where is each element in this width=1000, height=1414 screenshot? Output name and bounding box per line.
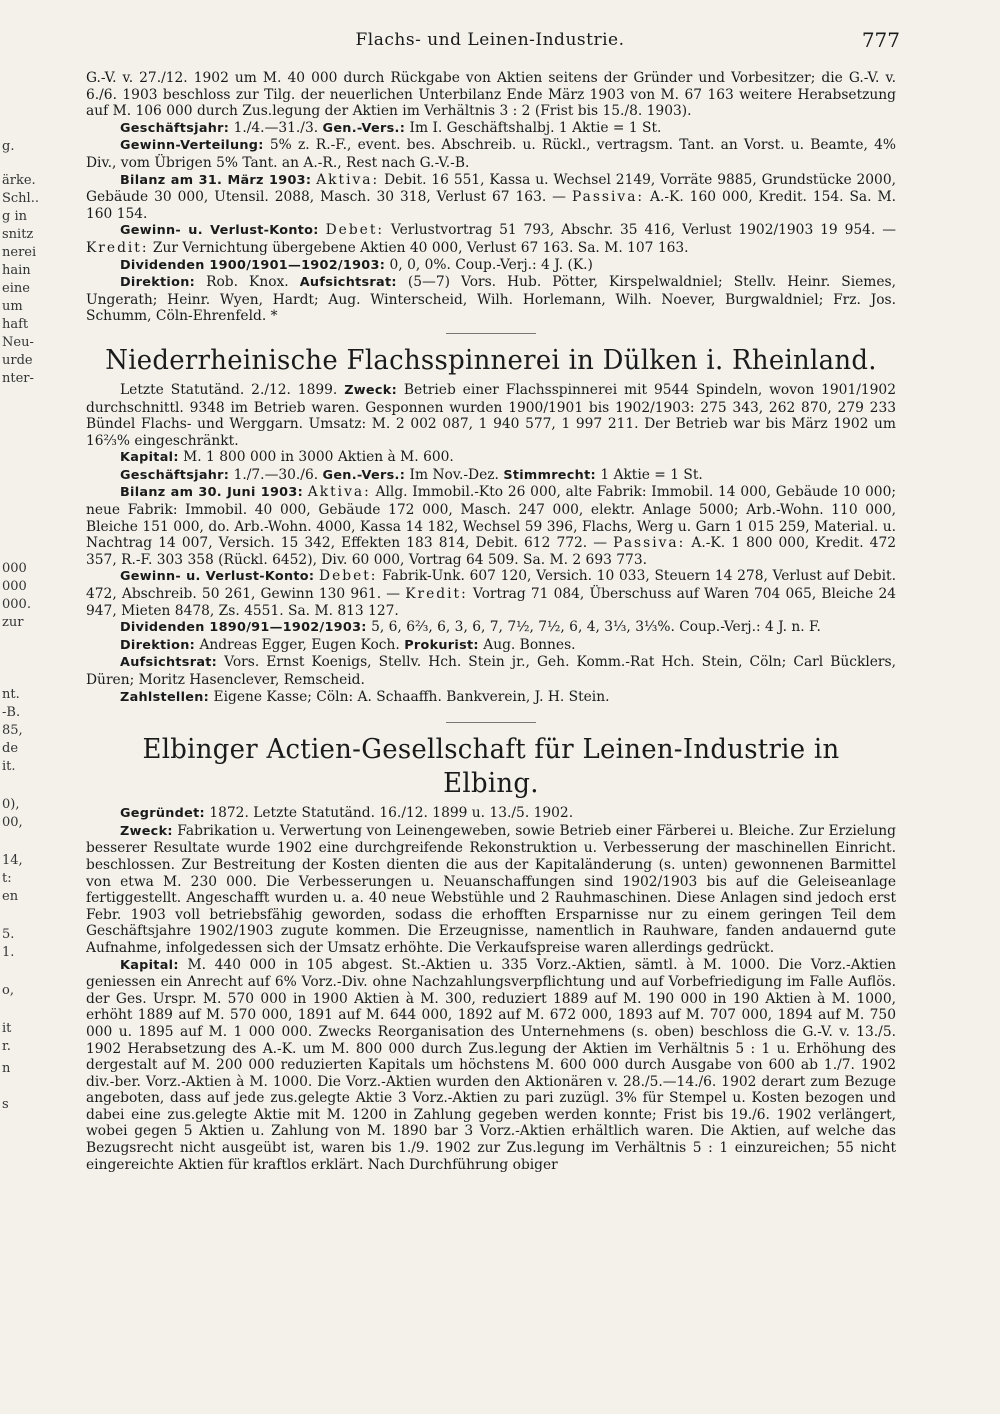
management-text: Andreas Egger, Eugen Koch. xyxy=(199,636,400,653)
capital-paragraph xyxy=(86,449,896,467)
margin-fragment: Schl.. xyxy=(2,191,39,206)
dividends-text: 5, 6, 6⅔, 6, 3, 6, 7, 7½, 7½, 6, 4, 3⅓, 3⅓%. Coup.-Verj.: 4 J. n. F. xyxy=(371,619,821,636)
fiscal-year-label: Geschäftsjahr: xyxy=(120,467,230,483)
margin-fragment: zur xyxy=(2,615,24,630)
statute-change-text: Letzte Statutänd. 2./12. 1899. xyxy=(120,381,338,398)
fiscal-year-label: Geschäftsjahr: xyxy=(120,120,230,136)
supervisory-board-text: (5—7) Vors. Hub. Pötter, Kirspelwaldniel; Stellv. Heinr. Siemes, Ungerath; Heinr. Wyen, Hardt; Aug. Winterscheid, Wilh. Horlemann, Wilh. Noever, Burgwaldniel; Frz. Jos. Schumm, Cöln-Ehrenfeld. * xyxy=(86,274,896,325)
company-title: Elbinger Actien-Gesellschaft für Leinen-Industrie in Elbing. xyxy=(142,734,840,800)
margin-fragment: 1. xyxy=(2,945,15,960)
founded-paragraph xyxy=(86,805,896,823)
dividends-label: Dividenden 1900/1901—1902/1903: xyxy=(120,257,386,273)
margin-fragment: nerei xyxy=(2,245,37,260)
purpose-paragraph xyxy=(86,823,896,957)
balance-sheet-paragraph xyxy=(86,172,896,223)
margin-fragment: 00, xyxy=(2,815,23,830)
profit-distribution-text: 5% z. R.-F., event. bes. Abschreib. u. Rückl., vertragsm. Tant. an Vorst. u. Beamte, 4% Div., vom Übrigen 5% Tant. an A.-R., Rest nach G.-V.-B. xyxy=(86,137,896,171)
margin-fragment: o, xyxy=(2,983,14,998)
founded-label: Gegründet: xyxy=(120,806,205,822)
profit-distribution-paragraph xyxy=(86,137,896,171)
margin-fragment: g in xyxy=(2,209,27,224)
paying-agents-text: Eigene Kasse; Cöln: A. Schaaffh. Bankverein, J. H. Stein. xyxy=(213,688,610,705)
supervisory-board-paragraph xyxy=(86,654,896,688)
margin-fragment: it. xyxy=(2,759,16,774)
capital-label: Kapital: xyxy=(120,957,179,973)
profit-loss-label: Gewinn- u. Verlust-Konto: xyxy=(120,223,319,239)
dividends-paragraph xyxy=(86,257,896,275)
capital-text: M. 440 000 in 105 abgest. St.-Aktien u. 335 Vorz.-Aktien, sämtl. à M. 1000. Die Vorz.-Aktien geniessen ein Anrecht auf 6% Vorz.-Div. ohne Nachzahlungsverpflichtung und auf Vorbefriedigung im Falle Auflös. der Ges. Urspr. M. 570 000 in 1900 Aktien à M. 300, reduziert 1889 auf M. 190 000 in 190 Aktien à M. 1000, erhöht 1889 auf M. 570 000, 1891 auf M. 644 000, 1892 auf M. 672 000, 1893 auf M. 707 000, 1894 auf M. 750 000 u. 1895 auf M. 1 000 000. Zwecks Reorganisation des Unternehmens (s. oben) beschloss die G.-V. v. 13./5. 1902 Herabsetzung des A.-K. um M. 800 000 durch Zus.legung der Aktien im Verhältnis 5 : 1 u. Erhöhung des dergestalt auf M. 200 000 reduzierten Kapitals um höchstens M. 600 000 durch Ausgabe von 600 ab 1./7. 1902 div.-ber. Vorz.-Aktien à M. 1000. Die Vorz.-Aktien wurden den Aktionären v. 28./5.—14./6. 1902 derart zum Bezuge angeboten, dass auf jede zus.gelegte Aktie 3 Vorz.-Aktien zu pari zuzügl. 3% für Stempel u. Kosten bezogen und dabei eine zus.gelegte Aktie mit M. 1200 in Zahlung gegeben werden konnte; Frist bis 19./6. 1902 verlängert, wobei gegen 5 Aktien u. Zahlung von M. 1890 bar 3 Vorz.-Aktien erhältlich waren. Die Aktien, auf welche das Bezugsrecht nicht ausgeübt ist, waren bis 1./9. 1902 zur Zus.legung im Verhältnis 5 : 1 einzureichen; 55 nicht eingereichte Aktien für kraftlos erklärt. Nach Durchführung obiger xyxy=(86,956,896,1173)
debit-label: Debet: xyxy=(325,222,385,239)
management-text: Rob. Knox. xyxy=(206,274,289,291)
margin-fragment: de xyxy=(2,741,19,756)
founded-text: 1872. Letzte Statutänd. 16./12. 1899 u. 13./5. 1902. xyxy=(209,805,574,822)
margin-fragment: -B. xyxy=(2,705,21,720)
section-divider xyxy=(446,722,536,723)
capital-text: M. 1 800 000 in 3000 Aktien à M. 600. xyxy=(183,449,454,466)
purpose-text: Fabrikation u. Verwertung von Leinengeweben, sowie Betrieb einer Färberei u. Bleiche. Zur Erzielung besserer Resultate wurde 1902 eine durchgreifende Rekonstruktion u. Verbesserung der maschinellen Einricht. beschlossen. Zur Bestreitung der Kosten dienten die aus der Kapitaländerung (s. unten) gewonnenen Barmittel von etwa M. 230 000. Die Verbesserungen u. Neuanschaffungen sind 1902/1903 bis auf die Geleiseanlage fertiggestellt. Angeschafft wurden u. a. 40 neue Webstühle und 2 Rauhmaschinen. Diese Anlagen sind jedoch erst Febr. 1903 voll betriebsfähig geworden, sodass die erhofften Ersparnisse nur zu einem geringen Teil dem Geschäftsjahre 1902/1903 zugute kommen. Die Erzeugnisse, namentlich in Rauhware, fanden andauernd gute Aufnahme, infolgedessen sich der Umsatz erhöhte. Die Verkaufspreise waren allerdings gedrückt. xyxy=(86,822,896,956)
management-label: Direktion: xyxy=(120,637,196,653)
margin-fragment: nter- xyxy=(2,371,34,386)
fiscal-year-value: 1./7.—30./6. xyxy=(233,466,319,483)
authorized-officer-label: Prokurist: xyxy=(404,637,479,653)
capital-label: Kapital: xyxy=(120,450,179,466)
section-divider xyxy=(446,333,536,334)
margin-fragment: 5. xyxy=(2,927,15,942)
margin-fragment: eine xyxy=(2,281,30,296)
margin-fragment: urde xyxy=(2,353,33,368)
general-meeting-value: Im Nov.-Dez. xyxy=(409,466,499,483)
dividends-paragraph xyxy=(86,619,896,637)
margin-fragment: it xyxy=(2,1021,12,1036)
voting-right-value: 1 Aktie = 1 St. xyxy=(600,466,703,483)
margin-fragment: r. xyxy=(2,1039,11,1054)
debit-text: Fabrik-Unk. 607 120, Versich. 10 033, Steuern 14 278, Verlust auf Debit. 472, Abschreib. 50 261, Gewinn 130 961. — xyxy=(86,568,896,603)
balance-sheet-label: Bilanz am 31. März 1903: xyxy=(120,172,312,188)
liabilities-label: Passiva: xyxy=(571,189,645,206)
margin-fragment: snitz xyxy=(2,227,34,242)
capital-history-paragraph: G.-V. v. 27./12. 1902 um M. 40 000 durch Rückgabe von Aktien seitens der Gründer und Vorbesitzer; die G.-V. v. 6./6. 1903 beschloss zur Tilg. der neuerlichen Unterbilanz Ende März 1903 von M. 67 163 weitere Herabsetzung auf M. 106 000 durch Zus.legung der Aktien im Verhältnis 3 : 2 (Frist bis 15./8. 1903). xyxy=(86,70,896,120)
purpose-label: Zweck: xyxy=(120,823,173,839)
assets-label: Aktiva: xyxy=(307,484,371,501)
profit-loss-paragraph xyxy=(86,568,896,619)
page-number: 777 xyxy=(861,28,900,52)
liabilities-text: A.-K. 160 000, Kredit. 154. Sa. M. 160 154. xyxy=(86,189,897,222)
capital-paragraph xyxy=(86,957,896,1174)
voting-right-label: Stimmrecht: xyxy=(503,467,596,483)
purpose-label: Zweck: xyxy=(344,382,398,398)
prev-company-continuation xyxy=(86,70,896,325)
general-meeting-value: Im I. Geschäftshalbj. 1 Aktie = 1 St. xyxy=(409,119,662,136)
margin-fragment: en xyxy=(2,889,19,904)
margin-fragment: 000. xyxy=(2,597,31,612)
credit-text: Vortrag 71 084, Überschuss auf Waren 704 065, Bleiche 24 947, Mieten 8478, Zs. 4551. Sa. M. 813 127. xyxy=(86,586,897,619)
balance-sheet-label: Bilanz am 30. Juni 1903: xyxy=(120,485,304,501)
margin-fragment: s xyxy=(2,1097,9,1112)
general-meeting-label: Gen.-Vers.: xyxy=(322,467,406,483)
authorized-officer-text: Aug. Bonnes. xyxy=(483,636,576,653)
margin-fragment: 000 xyxy=(2,579,27,594)
purpose-text: Betrieb einer Flachsspinnerei mit 9544 Spindeln, wovon 1901/1902 durchschnittl. 9348 im Betrieb waren. Gesponnen wurden 1900/1901 bis 1902/1903: 275 343, 262 870, 279 233 Bündel Flachs- und Werggarn. Umsatz: M. 2 002 087, 1 940 577, 1 997 211. Der Betrieb war bis März 1902 um 16⅔% eingeschränkt. xyxy=(86,381,896,449)
margin-fragment: 85, xyxy=(2,723,23,738)
margin-fragment: 14, xyxy=(2,853,23,868)
supervisory-board-label: Aufsichtsrat: xyxy=(120,655,218,671)
purpose-paragraph xyxy=(86,382,896,449)
management-line xyxy=(86,637,896,655)
company-entry-elbing xyxy=(86,733,896,1173)
margin-fragment: 0), xyxy=(2,797,20,812)
left-margin-fragments xyxy=(0,60,40,1400)
company-title: Niederrheinische Flachsspinnerei in Dülken i. Rheinland. xyxy=(105,344,877,376)
debit-text: Verlustvortrag 51 793, Abschr. 35 416, Verlust 1902/1903 19 954. — xyxy=(390,222,896,239)
margin-fragment: nt. xyxy=(2,687,20,702)
page-header xyxy=(80,30,900,58)
board-paragraph xyxy=(86,274,896,325)
margin-fragment: n xyxy=(2,1061,11,1076)
general-meeting-label: Gen.-Vers.: xyxy=(322,120,406,136)
dividends-label: Dividenden 1890/91—1902/1903: xyxy=(120,620,367,636)
margin-fragment: t: xyxy=(2,871,12,886)
fiscal-year-line xyxy=(86,120,896,138)
margin-fragment: hain xyxy=(2,263,31,278)
liabilities-text: A.-K. 1 800 000, Kredit. 472 357, R.-F. 303 358 (Rückl. 6452), Div. 60 000, Vortrag 64 509. Sa. M. 2 693 773. xyxy=(86,535,897,568)
fiscal-year-line xyxy=(86,467,896,485)
credit-label: Kredit: xyxy=(86,239,149,256)
margin-fragment: um xyxy=(2,299,23,314)
running-title: Flachs- und Leinen-Industrie. xyxy=(355,30,625,50)
balance-sheet-paragraph xyxy=(86,484,896,568)
credit-label: Kredit: xyxy=(405,586,468,603)
assets-text: Allg. Immobil.-Kto 26 000, alte Fabrik: Immobil. 14 000, Gebäude 10 000; neue Fabrik: Immobil. 40 000, Gebäude 172 000, Masch. 247 000, elektr. Anlage 5000; Arb.-Wohn. 110 000, Bleiche 151 000, do. Arb.-Wohn. 4000, Kassa 14 182, Wechsel 59 396, Flachs, Werg u. Garn 1 015 259, Material. u. Nachtrag 14 007, Versich. 15 342, Effekten 183 814, Debit. 612 772. — xyxy=(86,484,897,552)
dividends-text: 0, 0, 0%. Coup.-Verj.: 4 J. (K.) xyxy=(389,256,593,273)
profit-loss-label: Gewinn- u. Verlust-Konto: xyxy=(120,569,315,585)
liabilities-label: Passiva: xyxy=(613,535,686,552)
management-label: Direktion: xyxy=(120,275,196,291)
supervisory-board-text: Vors. Ernst Koenigs, Stellv. Hch. Stein jr., Geh. Komm.-Rat Hch. Stein, Cöln; Carl Bücklers, Düren; Moritz Hasenclever, Remscheid. xyxy=(86,654,896,688)
supervisory-board-label: Aufsichtsrat: xyxy=(299,275,397,291)
assets-label: Aktiva: xyxy=(316,171,380,188)
debit-label: Debet: xyxy=(319,568,378,585)
fiscal-year-value: 1./4.—31./3. xyxy=(233,119,319,136)
margin-fragment: g. xyxy=(2,139,15,154)
assets-text: Debit. 16 551, Kassa u. Wechsel 2149, Vorräte 9885, Grundstücke 2000, Gebäude 30 000, Utensil. 2088, Masch. 30 318, Verlust 67 163. — xyxy=(86,171,896,206)
margin-fragment: Neu- xyxy=(2,335,34,350)
profit-distribution-label: Gewinn-Verteilung: xyxy=(120,138,264,154)
page-body xyxy=(86,70,896,1173)
credit-text: Zur Vernichtung übergebene Aktien 40 000, Verlust 67 163. Sa. M. 107 163. xyxy=(152,239,689,256)
company-entry-duelken xyxy=(86,344,896,706)
margin-fragment: 000 xyxy=(2,561,27,576)
margin-fragment: ärke. xyxy=(2,173,36,188)
profit-loss-paragraph xyxy=(86,222,896,256)
paying-agents-paragraph xyxy=(86,689,896,707)
paying-agents-label: Zahlstellen: xyxy=(120,689,210,705)
margin-fragment: haft xyxy=(2,317,29,332)
